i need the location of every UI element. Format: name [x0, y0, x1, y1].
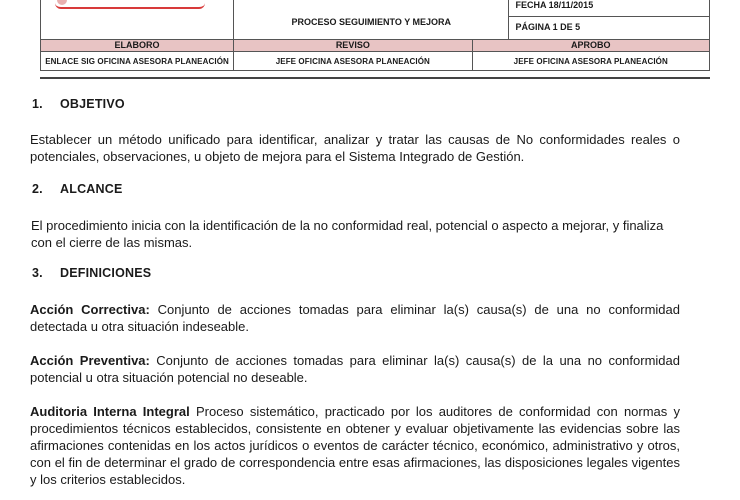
definition-term: Acción Correctiva:	[30, 302, 150, 317]
meta-cell	[509, 0, 710, 40]
alcance-paragraph: El procedimiento inicia con la identificación de la no conformidad real, potencial o aspecto a mejorar, y finaliza con el cierre de las mismas.	[31, 218, 664, 250]
definition-text: Conjunto de acciones tomadas para eliminar la(s) causa(s) de una no conformidad detectada u otra situación indeseable.	[30, 302, 680, 334]
section-number: 3.	[32, 266, 43, 280]
logo-cell	[41, 0, 234, 40]
definition-item	[30, 403, 680, 488]
page-number: PÁGINA 1 DE 5	[515, 22, 581, 32]
reviso-value: JEFE OFICINA ASESORA PLANEACIÓN	[234, 52, 472, 71]
definition-text: Proceso sistemático, practicado por los auditores de conformidad con normas y procedimientos técnicos establecidos, consistente en obtener y evaluar objetivamente las evidencias sobre las afirmaciones contenidas en los actos jurídicos o eventos de carácter técnico, económico, administrativo y otros, con el fin de determinar el grado de correspondencia entre esas afirmaciones, las disposiciones legales vigentes y los criterios establecidos.	[30, 404, 680, 487]
section-alcance-title	[32, 182, 123, 196]
elaboro-label: ELABORO	[41, 40, 234, 52]
elaboro-value: ENLACE SIG OFICINA ASESORA PLANEACIÓN	[41, 52, 234, 71]
logo-underline	[55, 1, 205, 9]
document-date: FECHA 18/11/2015	[509, 0, 709, 17]
section-number: 2.	[32, 182, 43, 196]
section-title-text: DEFINICIONES	[60, 266, 152, 280]
definition-term: Auditoria Interna Integral	[30, 404, 190, 419]
aprobo-value: JEFE OFICINA ASESORA PLANEACIÓN	[472, 52, 709, 71]
section-definiciones-title	[32, 266, 151, 280]
process-name: PROCESO SEGUIMIENTO Y MEJORA	[234, 0, 509, 40]
header-divider	[40, 77, 710, 79]
document-header-table	[40, 0, 710, 71]
section-title-text: ALCANCE	[60, 182, 123, 196]
reviso-label: REVISO	[234, 40, 472, 52]
section-objetivo-title	[32, 97, 125, 111]
section-number: 1.	[32, 97, 43, 111]
objetivo-paragraph: Establecer un método unificado para identificar, analizar y tratar las causas de No conformidades reales o potenciales, observaciones, u objeto de mejora para el Sistema Integrado de Gestión.	[30, 132, 680, 164]
definition-item	[30, 301, 680, 335]
section-title-text: OBJETIVO	[60, 97, 125, 111]
aprobo-label: APROBO	[472, 40, 709, 52]
definition-item	[30, 352, 680, 386]
definition-term: Acción Preventiva:	[30, 353, 150, 368]
definition-text: Conjunto de acciones tomadas para eliminar la(s) causa(s) de la una no conformidad potencial u otra situación potencial no deseable.	[30, 353, 680, 385]
